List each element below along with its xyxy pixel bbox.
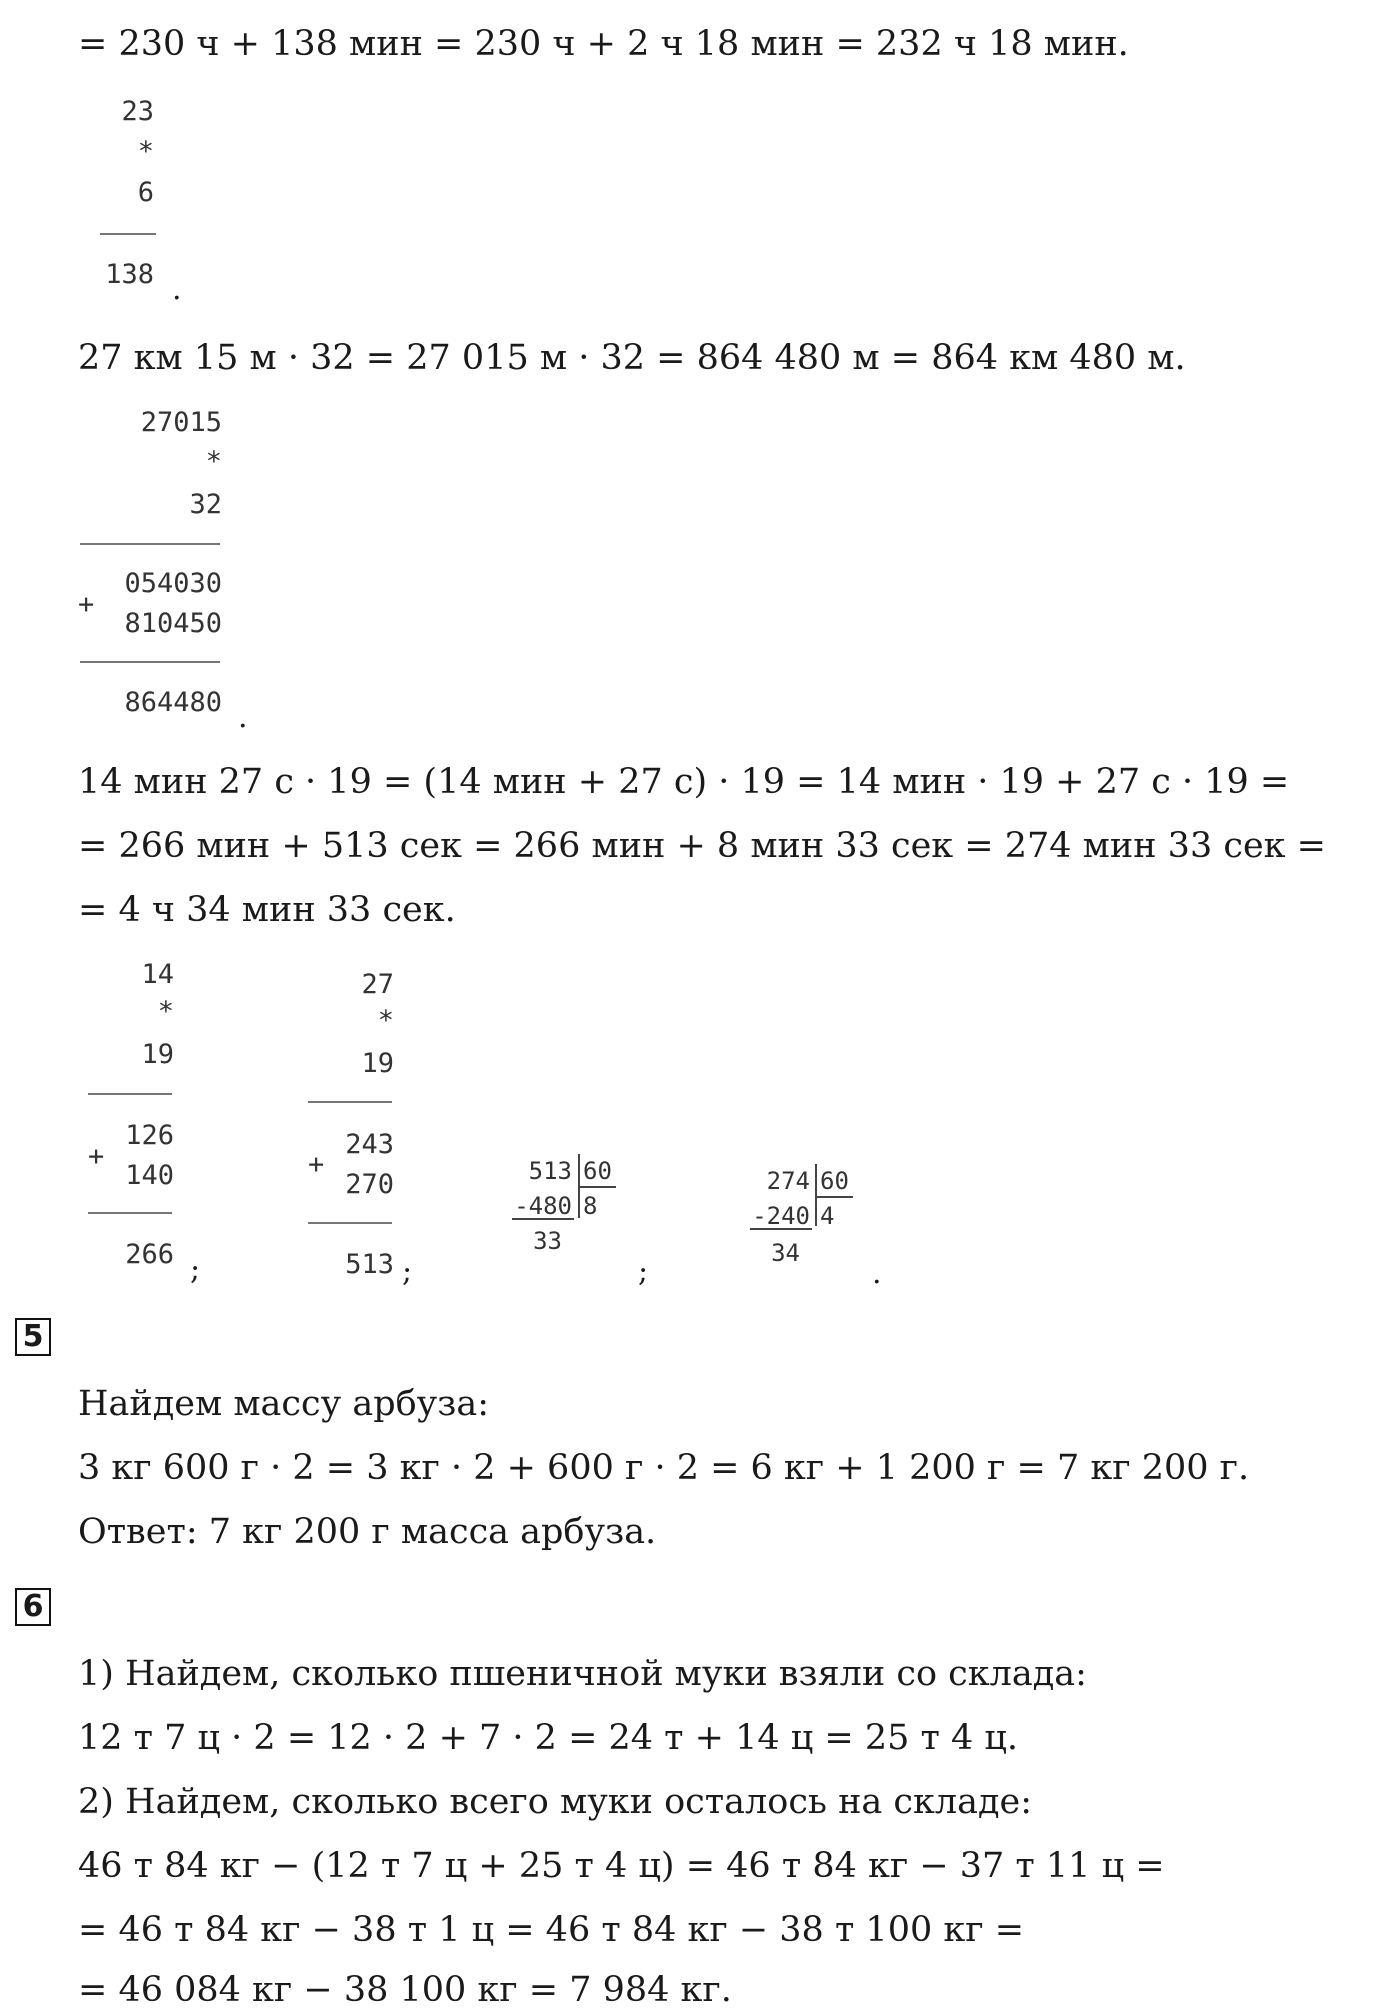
quotient: 4	[820, 1202, 835, 1230]
operator: *	[377, 1005, 394, 1036]
partial-product: 243	[345, 1129, 394, 1160]
partial-product: 054030	[124, 568, 222, 599]
operand: 19	[361, 1048, 394, 1079]
subtraction-rule	[512, 1218, 574, 1220]
operator: *	[137, 136, 154, 167]
punctuation: ;	[190, 1252, 201, 1287]
equation-line: 27 км 15 м · 32 = 27 015 м · 32 = 864 480 м = 864 км 480 м.	[78, 338, 1186, 378]
punctuation: ;	[402, 1254, 413, 1289]
plus-sign: +	[78, 589, 95, 620]
answer-line: Ответ: 7 кг 200 г масса арбуза.	[78, 1512, 657, 1552]
operand: 27015	[140, 407, 222, 438]
equation-line: 14 мин 27 с · 19 = (14 мин + 27 с) · 19 = 14 мин · 19 + 27 с · 19 =	[78, 762, 1290, 802]
result-rule	[308, 1222, 392, 1224]
operand: 19	[141, 1039, 174, 1070]
operator: *	[205, 446, 222, 477]
plus-sign: +	[88, 1141, 105, 1172]
result-rule	[88, 1212, 172, 1214]
partial-product: 126	[125, 1120, 174, 1151]
subtrahend: -480	[514, 1192, 572, 1220]
text-line: Найдем массу арбуза:	[78, 1384, 490, 1424]
product-rule	[308, 1101, 392, 1103]
equation-line: = 46 084 кг − 38 100 кг = 7 984 кг.	[78, 1970, 732, 2010]
result-rule	[80, 661, 220, 663]
quotient-rule	[815, 1196, 853, 1198]
equation-line: = 46 т 84 кг − 38 т 1 ц = 46 т 84 кг − 38 т 100 кг =	[78, 1910, 1025, 1950]
division-bar	[815, 1164, 817, 1226]
subtrahend: -240	[752, 1202, 810, 1230]
operand: 14	[141, 959, 174, 990]
operand: 32	[189, 489, 222, 520]
punctuation: .	[172, 272, 182, 307]
operand: 6	[137, 177, 154, 208]
equation-line: = 4 ч 34 мин 33 сек.	[78, 890, 456, 930]
quotient: 8	[583, 1192, 598, 1220]
punctuation: ;	[638, 1254, 649, 1289]
text-line: 1) Найдем, сколько пшеничной муки взяли со склада:	[78, 1654, 1087, 1694]
task-number-6: 6	[15, 1588, 51, 1626]
quotient-rule	[578, 1186, 616, 1188]
partial-product: 810450	[124, 608, 222, 639]
partial-product: 270	[345, 1169, 394, 1200]
dividend: 513	[528, 1157, 572, 1185]
result-rule	[100, 233, 156, 235]
product-rule	[80, 543, 220, 545]
result: 138	[105, 259, 154, 290]
punctuation: .	[872, 1256, 882, 1291]
divisor: 60	[583, 1157, 612, 1185]
remainder: 33	[533, 1227, 562, 1255]
text-line: 2) Найдем, сколько всего муки осталось на складе:	[78, 1782, 1033, 1822]
dividend: 274	[766, 1167, 810, 1195]
partial-product: 140	[125, 1160, 174, 1191]
equation-line: = 266 мин + 513 сек = 266 мин + 8 мин 33 сек = 274 мин 33 сек =	[78, 826, 1326, 866]
result: 864480	[124, 687, 222, 718]
plus-sign: +	[308, 1149, 325, 1180]
product-rule	[88, 1093, 172, 1095]
equation-line: = 230 ч + 138 мин = 230 ч + 2 ч 18 мин = 232 ч 18 мин.	[78, 24, 1129, 64]
operand: 23	[121, 96, 154, 127]
subtraction-rule	[750, 1228, 812, 1230]
equation-line: 3 кг 600 г · 2 = 3 кг · 2 + 600 г · 2 = 6 кг + 1 200 г = 7 кг 200 г.	[78, 1448, 1250, 1488]
punctuation: .	[238, 700, 248, 735]
operator: *	[157, 996, 174, 1027]
equation-line: 46 т 84 кг − (12 т 7 ц + 25 т 4 ц) = 46 т 84 кг − 37 т 11 ц =	[78, 1846, 1165, 1886]
result: 266	[125, 1239, 174, 1270]
operand: 27	[361, 969, 394, 1000]
divisor: 60	[820, 1167, 849, 1195]
task-number-5: 5	[15, 1318, 51, 1356]
result: 513	[345, 1249, 394, 1280]
equation-line: 12 т 7 ц · 2 = 12 · 2 + 7 · 2 = 24 т + 14 ц = 25 т 4 ц.	[78, 1718, 1019, 1758]
remainder: 34	[771, 1239, 800, 1267]
